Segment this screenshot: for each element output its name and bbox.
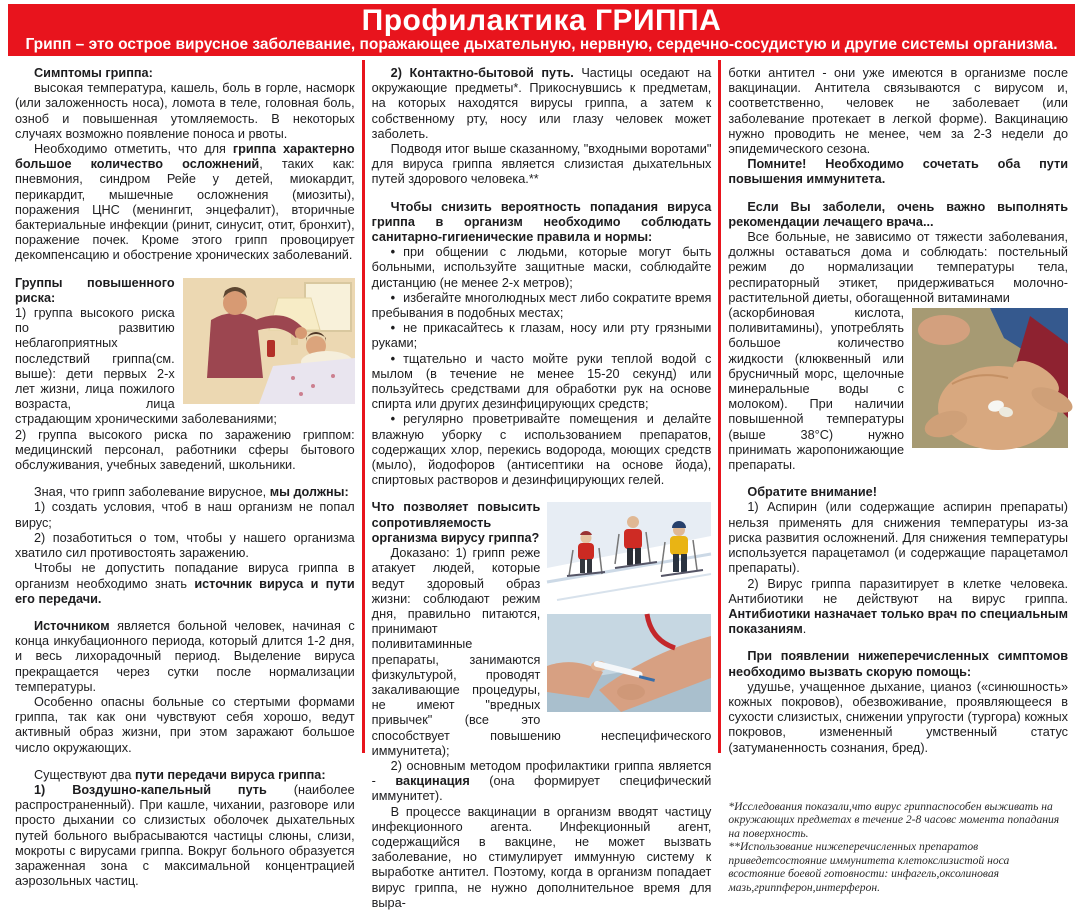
bullet-icon: • <box>390 412 396 427</box>
risk-section <box>15 276 355 474</box>
column-middle <box>365 60 719 910</box>
risk-item-1: 1) группа высокого риска по развитию неблагоприятных последствий гриппа(см. выше): дети первых 2-х лет жизни, лица пожилого возраста, лица страдающим хроническими заболеваниями; <box>15 306 277 427</box>
vaccination-method-text: 2) основным методом профилактики гриппа является - вакцинация (она формирует специфический иммунитет). <box>371 758 712 804</box>
we-must-item-1: 1) создать условия, чтоб в наш организм не попал вирус; <box>15 500 355 530</box>
risk-item-2: 2) группа высокого риска по заражению гриппом: медицинский персонал, работники сферы бытового обслуживания, учебных заведений, школьники. <box>15 427 355 473</box>
source-text-2: Особенно опасны больные со стертыми формами гриппа, так как они чувствуют себя хорошо, ведут активный образ жизни, при этом заражают большое число окружающих. <box>15 694 355 755</box>
banner <box>8 4 1075 56</box>
source-text: Источником является больной человек, начиная с конца инкубационного периода, который длится 1-2 дня, и весь лихорадочный период. Выделение вируса прекращается через сутки после нормализации температуры. <box>15 618 355 694</box>
footnote-2: **Использование нижеперечисленных препаратов приведетсостояние иммунитета клетокслизистой носа всостояние боевой готовности: инфагель,оксолиновая мазь,гриппферон,интерферон. <box>728 840 1010 894</box>
emergency-symptoms-text: удушье, учащенное дыхание, цианоз («синюшность» кожных покровов), обезвоживание, проявляющееся в сухости слизистых, снижении упругости (тургора) кожных покровов, измененный умственный статус (затуманенность сознания, бред). <box>728 679 1069 755</box>
resistance-section <box>372 500 712 804</box>
resistance-proven-text: Доказано: 1) грипп реже атакует людей, которые ведут здоровый образ жизни: соблюдают режим дня, правильно питаются, принимают поливитаминные препараты, занимаются физкультурой, проводят закаливающие процедуры, не имеют "вредных привычек" (все это способствует повышению неспецифического иммунитета); <box>371 546 712 758</box>
remember-text: Помните! Необходимо сочетать оба пути повышения иммунитета. <box>728 157 1069 187</box>
symptoms-heading: Симптомы гриппа: <box>34 66 153 80</box>
hygiene-bullet-3: • не прикасайтесь к глазам, носу или рту грязными руками; <box>371 321 712 351</box>
symptoms-text: высокая температура, кашель, боль в горле, насморк (или заложенность носа), ломота в теле, головная боль, озноб и повышенная утомляемость. В некоторых случаях возможно появление поноса и рвоты. <box>15 81 355 141</box>
bullet-icon: • <box>390 290 396 305</box>
risk-heading: Группы повышенного риска: <box>15 275 175 305</box>
hygiene-bullet-4: • тщательно и часто мойте руки теплой водой с мылом (в течение не менее 15-20 секунд) или пользуйтесь средствами для обработки рук на основе спирта или других дезинфицирующих средств; <box>371 351 712 412</box>
airborne-route-text: 1) Воздушно-капельный путь (наиболее распространенный). При кашле, чихании, разговоре или просто дыхании со слизистых оболочек дыхательных путей больного выбрасываются частицы слюны, слизи, мокроты с вирусами гриппа. Вокруг больного образуется зараженная зона с максимальной концентрацией аэрозольных частиц. <box>15 782 355 889</box>
bullet-icon: • <box>390 321 396 336</box>
entry-gates-text: Подводя итог выше сказанному, "входными воротами" для вируса гриппа является слизистая дыхательных путей здорового человека.** <box>371 142 712 187</box>
columns <box>8 60 1075 910</box>
attention-heading: Обратите внимание! <box>747 485 877 500</box>
bullet-icon: • <box>390 351 396 366</box>
we-must-item-2: 2) позаботиться о том, чтобы у нашего организма хватило сил противостоять заражению. <box>15 530 355 561</box>
hygiene-bullet-1: • при общении с людьми, которые могут быть больными, используйте защитные маски, соблюдайте дистанцию (не менее 2-х метров); <box>371 245 712 290</box>
column-right <box>721 60 1075 894</box>
footnotes <box>728 800 1068 895</box>
bullet-icon: • <box>390 245 396 260</box>
skiers-photo <box>547 502 711 608</box>
hygiene-bullet-5: • регулярно проветривайте помещения и делайте влажную уборку с использованием препаратов, содержащих хлор, перекись водорода, моющих средств (мыло), йодофоров (антисептики на основе йода), спиртовых растворов и дезинфицирующих гелей. <box>371 412 712 488</box>
we-must-intro: Зная, что грипп заболевание вирусное, мы должны: <box>34 485 349 500</box>
home-care-section <box>728 230 1068 637</box>
column-left <box>8 60 362 889</box>
home-care-text-2: (аскорбиновая кислота, поливитамины), употреблять большое количество жидкости (клюквенный или брусничный морс, щелочные минеральные воды с молоком). При наличии повышенной температуры (выше 38°С) нужно принимать жаропонижающие препараты. <box>728 306 905 473</box>
hygiene-rules-heading: Чтобы снизить вероятность попадания вируса гриппа в организм необходимо соблюдать санитарно-гигиенические правила и нормы: <box>371 199 712 245</box>
attention-item-2: 2) Вирус гриппа паразитирует в клетке человека. Антибиотики не действуют на вирус гриппа. Антибиотики назначает только врач по специальным показаниям. <box>728 576 1069 637</box>
sick-child-photo <box>183 278 355 404</box>
resistance-heading: Что позволяет повысить сопротивляемость организма вирусу гриппа? <box>371 500 541 545</box>
doctor-heading: Если Вы заболели, очень важно выполнять рекомендации лечащего врача... <box>728 199 1069 229</box>
vaccination-photo <box>547 614 711 712</box>
hygiene-bullet-2: • избегайте многолюдных мест либо сократите время пребывания в подобных местах; <box>371 290 712 321</box>
prevent-text: Чтобы не допустить попадание вируса гриппа в организм необходимо знать источник вируса и пути его передачи. <box>15 561 355 606</box>
contact-route-text: 2) Контактно-бытовой путь. Частицы оседают на окружающие предметы*. Прикоснувшись к предметам, на которых находятся вирусы гриппа, а затем к собственному рту, носу или глазу человек может заболеть. <box>371 66 712 141</box>
poster-title: Профилактика ГРИППА <box>361 4 722 37</box>
attention-item-1: 1) Аспирин (или содержащие аспирин препараты) нельзя применять для снижения температуры из-за риска развития осложнений. Для снижения температуры используется парацетамол (и содержащие парацетамол препараты). <box>728 500 1069 576</box>
vaccination-process-text: В процессе вакцинации в организм вводят частицу инфекционного агента. Инфекционный агент, содержащийся в вакцине, не может вызвать заболевание, но стимулирует иммунную систему к выработке антител. Поэтому, когда в организм попадает вирус гриппа, не нужно дополнительное время для выра- <box>371 804 712 910</box>
complications-text: Необходимо отметить, что для гриппа характерно большое количество осложнений, таких как: пневмония, синдром Рейе у детей, миокардит, перикардит, мышечные осложнения (миозиты), поражения ЦНС (менингит, энцефалит), вторичные бактериальные инфекции (ринит, синусит, отит, бронхит), поражение почек. Кроме этого грипп провоцирует декомпенсацию и обострение хронических заболеваний. <box>15 142 355 263</box>
transmission-intro: Существуют два пути передачи вируса гриппа: <box>34 767 326 782</box>
emergency-heading: При появлении нижеперечисленных симптомов необходимо вызвать скорую помощь: <box>728 649 1069 679</box>
footnote-1: *Исследования показали,что вирус гриппаспособен выживать на окружающих предметах в течение 2-8 часовс момента попадания на поверхность. <box>728 799 1060 840</box>
antibodies-text: ботки антител - они уже имеются в организме после вакцинации. Антитела связываются с вирусом и, соответственно, человек не заболевает (или заболевание протекает в легкой форме). Вакцинацию нужно проводить не менее, чем за 2-3 недели до эпидемического сезона. <box>728 66 1069 157</box>
home-care-text-1: Все больные, не зависимо от тяжести заболевания, должны оставаться дома и соблюдать: постельный режим до нормализации температуры тела, респираторный этикет, придерживаться молочно-растительной диеты, обогащенной витаминами <box>728 230 1069 305</box>
photo-stack <box>547 502 711 718</box>
poster-subtitle: Грипп – это острое вирусное заболевание, поражающее дыхательную, нервную, сердечно-сосудистую и другие системы организма. <box>25 36 1058 53</box>
pills-in-hand-photo <box>912 308 1068 448</box>
